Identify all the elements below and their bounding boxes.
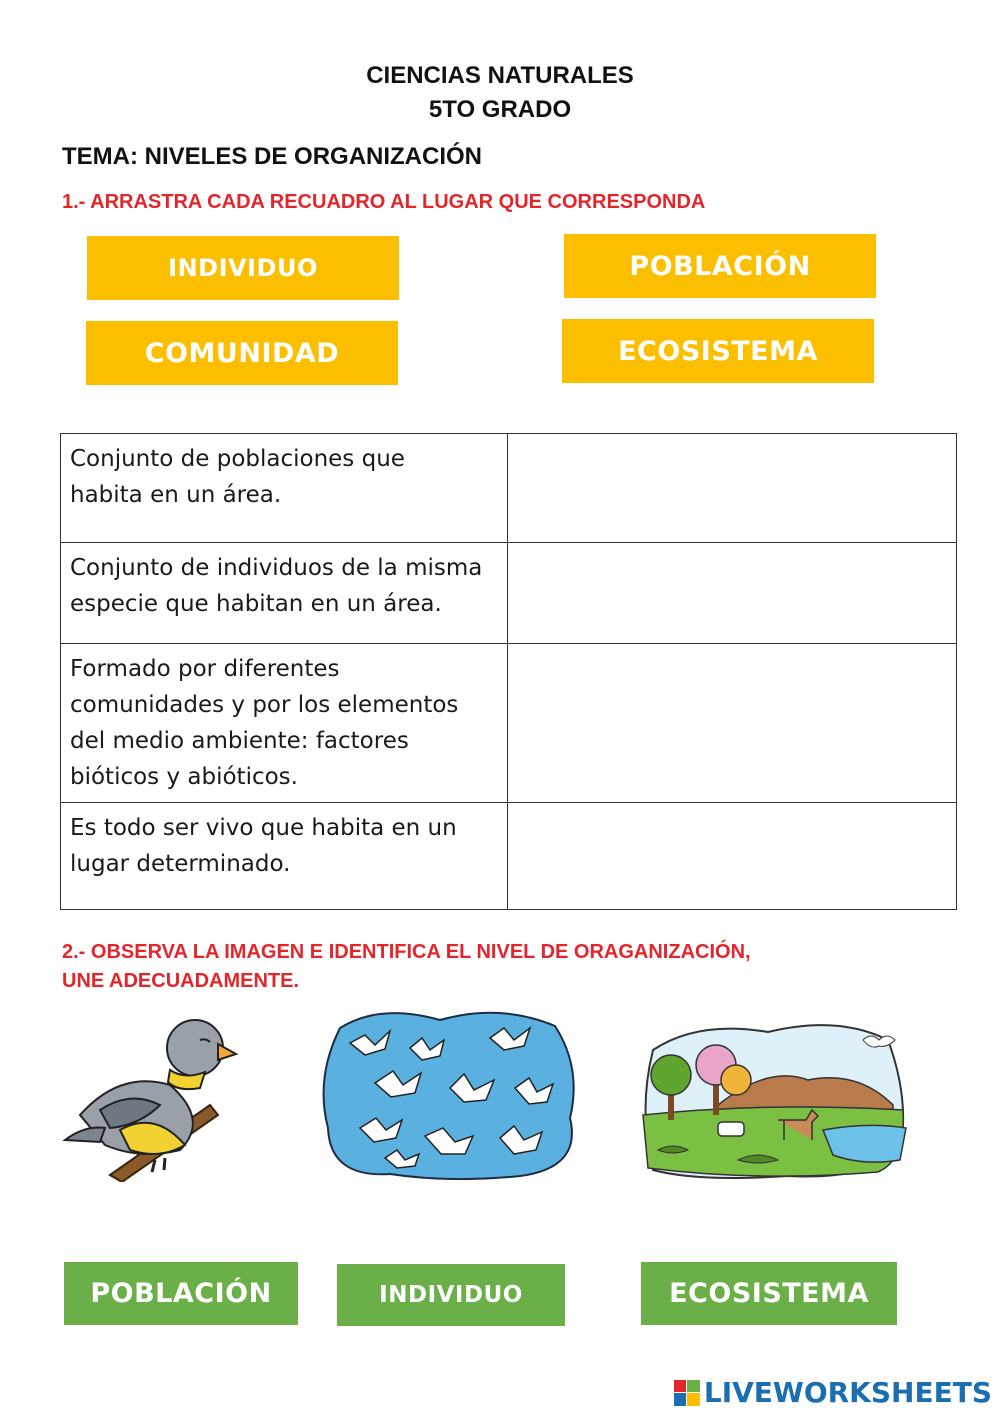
definition-line: Es todo ser vivo que habita en un <box>70 815 457 841</box>
instruction-line: UNE ADECUADAMENTE. <box>62 970 300 992</box>
subject-title: CIENCIAS NATURALES <box>366 62 634 89</box>
definition-cell <box>61 434 508 543</box>
drop-zone-4[interactable] <box>508 803 957 910</box>
definition-line: Conjunto de poblaciones que <box>70 446 405 472</box>
tile-ecosistema-2[interactable]: ECOSISTEMA <box>641 1262 897 1325</box>
definition-cell <box>61 644 508 803</box>
liveworksheets-logo-icon <box>674 1380 700 1406</box>
doves-population-image[interactable] <box>320 1008 582 1180</box>
tile-ecosistema[interactable]: ECOSISTEMA <box>562 319 874 383</box>
definition-line: especie que habitan en un área. <box>70 591 442 617</box>
brand-name: LIVEWORKSHEETS <box>703 1376 992 1409</box>
tile-individuo-2[interactable]: INDIVIDUO <box>337 1264 565 1326</box>
drop-zone-2[interactable] <box>508 543 957 644</box>
bird-individual-image[interactable] <box>60 1010 240 1182</box>
table-row <box>61 644 957 803</box>
landscape-ecosystem-image[interactable] <box>638 1010 910 1182</box>
definition-cell <box>61 543 508 644</box>
tile-comunidad[interactable]: COMUNIDAD <box>86 321 398 385</box>
definition-line: Formado por diferentes <box>70 656 340 682</box>
tile-individuo[interactable]: INDIVIDUO <box>87 236 399 300</box>
liveworksheets-logo <box>674 1376 992 1409</box>
table-row <box>61 803 957 910</box>
exercise1-instruction: 1.- ARRASTRA CADA RECUADRO AL LUGAR QUE CORRESPONDA <box>62 191 706 213</box>
drop-zone-1[interactable] <box>508 434 957 543</box>
definition-line: lugar determinado. <box>70 851 291 877</box>
definition-line: del medio ambiente: factores <box>70 728 409 754</box>
matching-table <box>60 433 957 910</box>
drop-zone-3[interactable] <box>508 644 957 803</box>
table-row <box>61 543 957 644</box>
definition-line: bióticos y abióticos. <box>70 764 298 790</box>
topic-heading: TEMA: NIVELES DE ORGANIZACIÓN <box>62 143 483 170</box>
table-row <box>61 434 957 543</box>
tile-poblacion[interactable]: POBLACIÓN <box>564 234 876 298</box>
definition-cell <box>61 803 508 910</box>
definition-line: habita en un área. <box>70 482 282 508</box>
definition-line: Conjunto de individuos de la misma <box>70 555 483 581</box>
grade-title: 5TO GRADO <box>428 96 572 123</box>
instruction-line: 2.- OBSERVA LA IMAGEN E IDENTIFICA EL NIVEL DE ORAGANIZACIÓN, <box>62 941 751 963</box>
definition-line: comunidades y por los elementos <box>70 692 459 718</box>
tile-poblacion-2[interactable]: POBLACIÓN <box>64 1262 298 1325</box>
exercise2-instruction <box>62 938 751 996</box>
